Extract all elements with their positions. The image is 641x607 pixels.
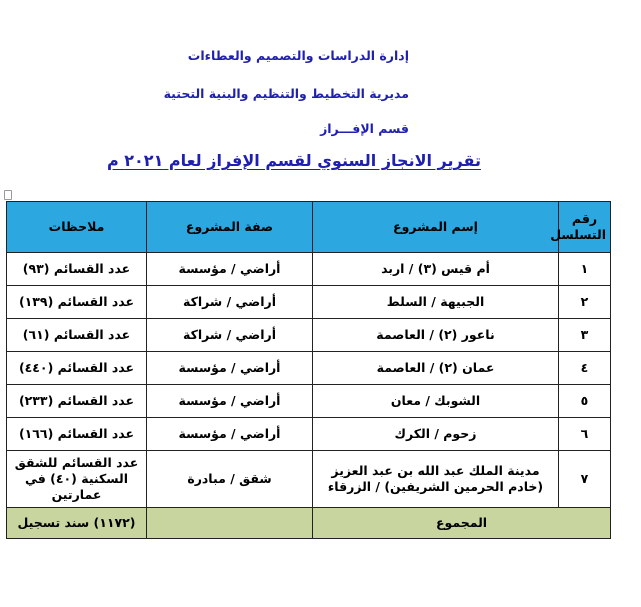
table-total-row <box>7 508 611 539</box>
row-serial: ٤ <box>559 352 611 385</box>
report-table <box>6 201 611 539</box>
row-project-type: أراضي / مؤسسة <box>147 418 313 451</box>
table-row <box>7 418 611 451</box>
row-project-type: أراضي / مؤسسة <box>147 385 313 418</box>
row-serial: ١ <box>559 253 611 286</box>
table-header-row <box>7 202 611 253</box>
table-row <box>7 451 611 508</box>
col-serial-header: رقم التسلسل <box>559 202 611 253</box>
row-serial: ٢ <box>559 286 611 319</box>
table-row <box>7 352 611 385</box>
row-project-name: أم قيس (٣) / اربد <box>313 253 559 286</box>
row-notes: عدد القسائم (٦١) <box>7 319 147 352</box>
row-project-type: أراضي / مؤسسة <box>147 253 313 286</box>
row-notes: عدد القسائم (١٦٦) <box>7 418 147 451</box>
row-serial: ٧ <box>559 451 611 508</box>
row-notes: عدد القسائم (١٣٩) <box>7 286 147 319</box>
total-label: المجموع <box>313 508 611 539</box>
total-value: (١١٧٢) سند تسجيل <box>7 508 147 539</box>
row-project-name: زحوم / الكرك <box>313 418 559 451</box>
col-type-header: صفة المشروع <box>147 202 313 253</box>
table-row <box>7 253 611 286</box>
table-anchor-icon <box>4 190 12 200</box>
row-project-type: شقق / مبادرة <box>147 451 313 508</box>
row-project-type: أراضي / شراكة <box>147 286 313 319</box>
table-row <box>7 385 611 418</box>
total-empty-cell <box>147 508 313 539</box>
row-notes: عدد القسائم (٢٣٣) <box>7 385 147 418</box>
row-serial: ٥ <box>559 385 611 418</box>
row-project-name: عمان (٢) / العاصمة <box>313 352 559 385</box>
row-project-type: أراضي / مؤسسة <box>147 352 313 385</box>
table-row <box>7 286 611 319</box>
row-notes: عدد القسائم (٤٤٠) <box>7 352 147 385</box>
row-project-type: أراضي / شراكة <box>147 319 313 352</box>
department-line: مديرية التخطيط والتنظيم والبنية التحتية <box>163 86 409 101</box>
row-project-name: الجبيهة / السلط <box>313 286 559 319</box>
col-notes-header: ملاحظات <box>7 202 147 253</box>
directorate-line: إدارة الدراسات والتصميم والعطاءات <box>187 48 409 63</box>
report-title: تقرير الانجاز السنوي لقسم الإفراز لعام ٢٠٢١ م <box>106 151 481 170</box>
row-project-name: مدينة الملك عبد الله بن عبد العزيز (خادم الحرمين الشريفين) / الزرقاء <box>313 451 559 508</box>
section-line: قسم الإفـــراز <box>320 121 409 136</box>
row-project-name: الشوبك / معان <box>313 385 559 418</box>
col-name-header: إسم المشروع <box>313 202 559 253</box>
row-notes: عدد القسائم (٩٣) <box>7 253 147 286</box>
table-row <box>7 319 611 352</box>
row-notes: عدد القسائم للشقق السكنية (٤٠) في عمارتين <box>7 451 147 508</box>
row-serial: ٣ <box>559 319 611 352</box>
row-serial: ٦ <box>559 418 611 451</box>
row-project-name: ناعور (٢) / العاصمة <box>313 319 559 352</box>
